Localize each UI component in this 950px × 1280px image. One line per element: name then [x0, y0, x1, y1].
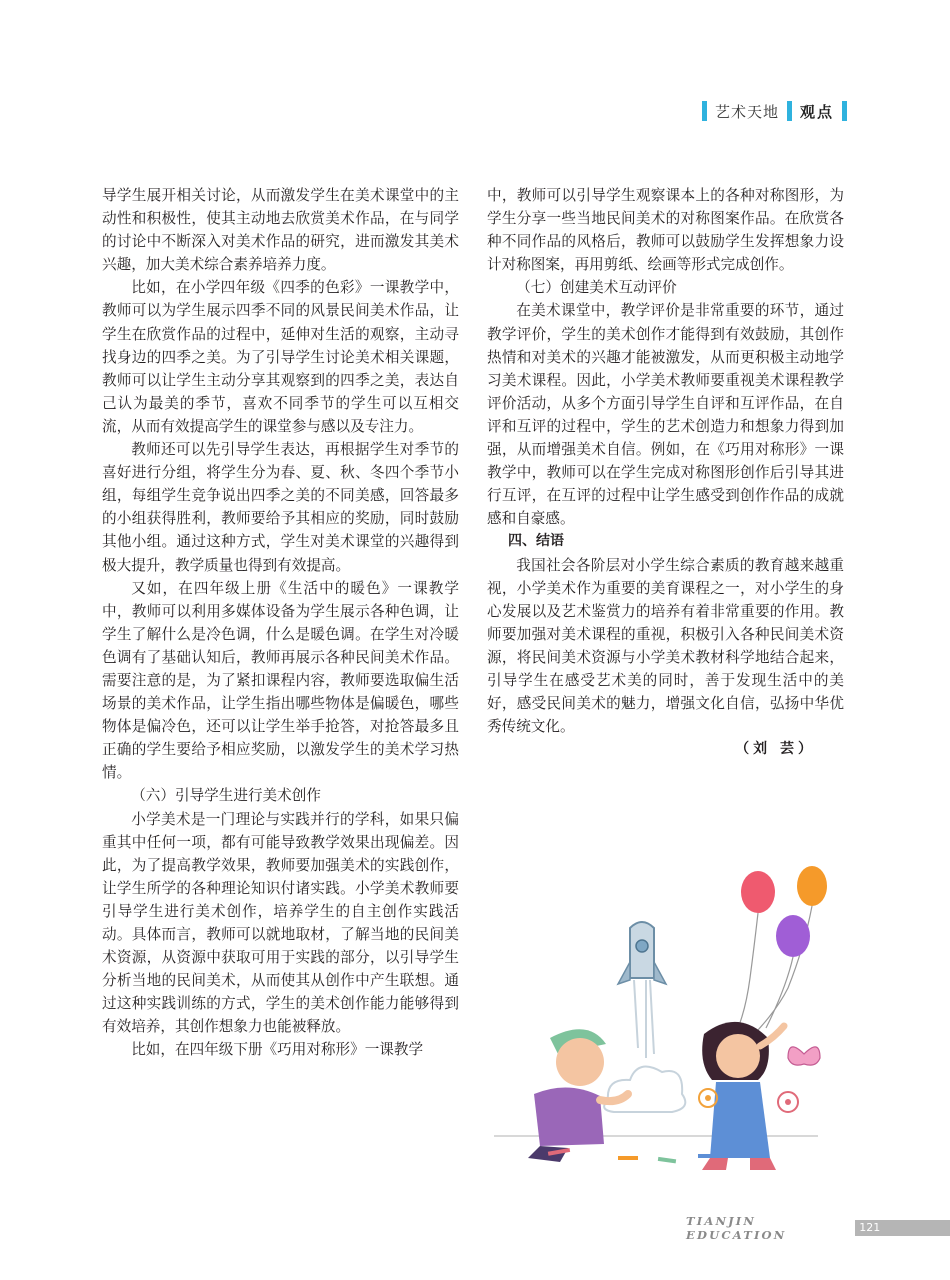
magazine-name: TIANJIN EDUCATION — [686, 1214, 787, 1242]
crayons — [548, 1148, 720, 1163]
paragraph: 中，教师可以引导学生观察课本上的各种对称图形，为学生分享一些当地民间美术的对称图案作品。在欣赏各种不同作品的风格后，教师可以鼓励学生发挥想象力设计对称图案，再用剪纸、绘画等形式完成创作。 — [487, 187, 844, 274]
paragraph: 小学美术是一门理论与实践并行的学科，如果只偏重其中任何一项，都有可能导致教学效果出现偏差。因此，为了提高教学效果，教师要加强美术的实践创作，让学生所学的各种理论知识付诸实践。小学美术教师要引导学生进行美术创作，培养学生的自主创作实践活动。具体而言，教师可以就地取材，了解当地的民间美术资源，从资源中获取可用于实践的部分，以引导学生分析当地的民间美术，从而使其从创作中产生联想。通过这种实践训练的方式，学生的美术创作能力能够得到有效培养，其创作想象力也能被释放。 — [102, 810, 459, 1036]
red-balloon — [738, 871, 775, 1028]
paragraph: 比如，在四年级下册《巧用对称形》一课教学 — [131, 1041, 424, 1059]
boy-figure — [528, 1029, 628, 1162]
section-title: 艺术天地 — [715, 102, 780, 121]
page-number: 121 — [855, 1220, 950, 1236]
header-accent-bar — [842, 101, 847, 121]
page-header — [702, 98, 847, 124]
butterfly-drawing — [788, 1047, 820, 1065]
author-credit: （刘 芸） — [735, 741, 816, 758]
column-title: 观点 — [800, 102, 835, 121]
header-accent-bar — [787, 101, 792, 121]
children-drawing-illustration — [488, 858, 848, 1178]
paragraph: 导学生展开相关讨论，从而激发学生在美术课堂中的主动性和积极性，使其主动地去欣赏美术作品，在与同学的讨论中不断深入对美术作品的研究，进而激发其美术兴趣，加大美术综合素养培养力度。 — [102, 187, 459, 274]
rocket-drawing — [618, 922, 666, 1058]
subsection-heading: （六）引导学生进行美术创作 — [131, 787, 321, 805]
section-heading: 四、结语 — [508, 533, 564, 550]
paragraph: 我国社会各阶层对小学生综合素质的教育越来越重视，小学美术作为重要的美育课程之一，对小学生的身心发展以及艺术鉴赏力的培养有着非常重要的作用。教师要加强对美术课程的重视，积极引入各种民间美术资源，将民间美术资源与小学美术教材科学地结合起来，引导学生在感受艺术美的同时，善于发现生活中的美好，感受民间美术的魅力，增强文化自信，弘扬中华优秀传统文化。 — [487, 556, 844, 736]
purple-balloon — [766, 915, 810, 1028]
header-accent-bar — [702, 101, 707, 121]
paragraph: 在美术课堂中，教学评价是非常重要的环节，通过教学评价，学生的美术创作才能得到有效鼓励，其创作热情和对美术的兴趣才能被激发，从而更积极主动地学习美术课程。因此，小学美术教师要重视美术课程教学评价活动，从多个方面引导学生自评和互评作品，在自评和互评的过程中，学生的艺术创造力和想象力得到加强，从而增强美术自信。例如，在《巧用对称形》一课教学中，教师可以在学生完成对称图形创作后引导其进行互评，在互评的过程中让学生感受到创作作品的成就感和自豪感。 — [487, 302, 844, 528]
left-text-column — [102, 184, 459, 1062]
subsection-heading: （七）创建美术互动评价 — [516, 279, 677, 297]
paragraph: 比如，在小学四年级《四季的色彩》一课教学中，教师可以为学生展示四季不同的风景民间美术作品，让学生在欣赏作品的过程中，延伸对生活的观察，主动寻找身边的四季之美。为了引导学生讨论美术相关课题，教师可以让学生主动分享其观察到的四季之美，表达自己认为最美的季节，喜欢不同季节的学生可以互相交流，从而有效提高学生的课堂参与感以及专注力。 — [102, 279, 459, 435]
girl-figure — [702, 1022, 784, 1170]
page-footer — [686, 1214, 950, 1242]
paragraph: 又如，在四年级上册《生活中的暖色》一课教学中，教师可以利用多媒体设备为学生展示各种色调，让学生了解什么是冷色调，什么是暖色调。在学生对冷暖色调有了基础认知后，教师再展示各种民间美术作品。需要注意的是，为了紧扣课程内容，教师要选取偏生活场景的美术作品，让学生指出哪些物体是偏暖色，哪些物体是偏冷色，还可以让学生举手抢答，对抢答最多且正确的学生要给予相应奖励，以激发学生的美术学习热情。 — [102, 579, 459, 782]
paragraph: 教师还可以先引导学生表达，再根据学生对季节的喜好进行分组，将学生分为春、夏、秋、冬四个季节小组，每组学生竞争说出四季之美的不同美感，回答最多的小组获得胜利，教师要给予其相应的奖励，同时鼓励其他小组。通过这种方式，学生对美术课堂的兴趣得到极大提升，教学质量也得到有效提高。 — [102, 441, 459, 574]
right-text-column — [487, 184, 844, 761]
